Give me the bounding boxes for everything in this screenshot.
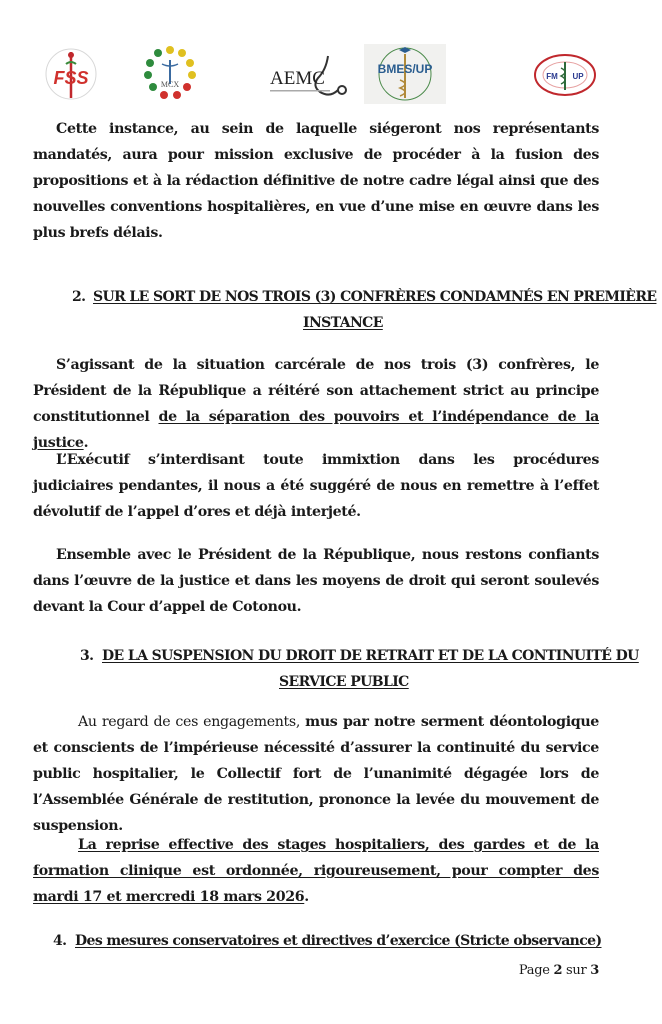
bmes-up-logo — [364, 44, 446, 104]
fm-up-logo — [530, 52, 600, 98]
svg-text:UP: UP — [572, 72, 584, 81]
total-pages: 3 — [590, 963, 599, 978]
section-2-p2-text: L’Exécutif s’interdisant toute immixtion dans les procédures judiciaires pendantes, il nous a été suggéré de nous en remettre à l’effet dévolutif de l’appel d’ores et déjà interjeté. — [33, 452, 599, 520]
svg-text:AEMC: AEMC — [270, 68, 325, 89]
section-2-paragraph-2 — [33, 447, 599, 525]
current-page: 2 — [553, 963, 563, 978]
section-3-p2-underlined: La reprise effective des stages hospitaliers, des gardes et de la formation clinique est ordonnée, rigoureusement, pour compter des mardi 17 et mercredi 18 mars 2026 — [33, 837, 599, 905]
puzzle-ring-logo-icon — [140, 42, 200, 104]
fss-logo-icon — [38, 46, 104, 102]
svg-text:BMES/UP: BMES/UP — [377, 62, 433, 76]
intro-paragraph — [33, 116, 599, 246]
section-4-number: 4. — [53, 933, 67, 949]
section-4-heading — [53, 928, 613, 954]
of-word: sur — [566, 963, 587, 978]
section-3-paragraph-2 — [33, 832, 599, 910]
section-3-p1-bold: mus par notre serment déontologique et conscients de l’impérieuse nécessité d’assurer la continuité du service public hospitalier, le Collectif fort de l’unanimité dégagée lors de l’Assemblée Générale de restitution, prononce la levée du mouvement de suspension. — [33, 714, 599, 834]
section-3-number: 3. — [80, 648, 94, 664]
section-2-paragraph-3 — [33, 542, 599, 620]
section-3-p1-normal: Au regard de ces engagements, — [78, 714, 306, 730]
puzzle-ring-logo — [140, 42, 200, 104]
fm-up-logo-icon — [530, 52, 600, 98]
section-2-number: 2. — [72, 289, 86, 305]
section-2-paragraph-1 — [33, 352, 599, 456]
svg-text:MCX: MCX — [160, 80, 180, 89]
section-2-p1-underlined: de la séparation des pouvoirs et l’indépendance de la justice — [33, 409, 599, 451]
section-2-p3-text: Ensemble avec le Président de la République, nous restons confiants dans l’œuvre de la justice et dans les moyens de droit qui seront soulevés devant la Cour d’appel de Cotonou. — [33, 547, 599, 615]
aemc-stethoscope-icon — [266, 50, 354, 100]
section-2-p1-end: . — [83, 435, 89, 451]
intro-text: Cette instance, au sein de laquelle siégeront nos représentants mandatés, aura pour mission exclusive de procéder à la fusion des propositions et à la rédaction définitive de notre cadre légal ainsi que des nouvelles conventions hospitalières, en vue d’une mise en œuvre dans les plus brefs délais. — [33, 121, 599, 241]
section-4-title: Des mesures conservatoires et directives d’exercice (Stricte observance) — [75, 933, 602, 949]
fss-logo — [38, 46, 104, 102]
section-3-paragraph-1 — [33, 709, 599, 839]
section-2-title-line2: INSTANCE — [303, 315, 383, 331]
section-2-p1-text: S’agissant de la situation carcérale de nos trois (3) confrères, le Président de la République a réitéré son attachement strict au principe constitutionnel — [33, 357, 599, 425]
svg-text:FSS: FSS — [53, 68, 89, 88]
svg-text:FM: FM — [546, 72, 558, 81]
aemc-logo — [266, 50, 354, 100]
section-3-p2-end: . — [304, 889, 309, 905]
section-2-heading — [72, 284, 657, 336]
section-3-title-line1: DE LA SUSPENSION DU DROIT DE RETRAIT ET DE LA CONTINUITÉ DU — [102, 648, 639, 664]
section-2-title-line1: SUR LE SORT DE NOS TROIS (3) CONFRÈRES CONDAMNÉS EN PREMIÈRE — [93, 289, 657, 305]
page-number — [519, 963, 599, 978]
bmes-up-caduceus-icon — [364, 44, 446, 104]
page-word: Page — [518, 963, 550, 978]
section-3-title-line2: SERVICE PUBLIC — [279, 674, 409, 690]
section-3-heading — [80, 643, 639, 695]
header-logos — [0, 40, 662, 110]
